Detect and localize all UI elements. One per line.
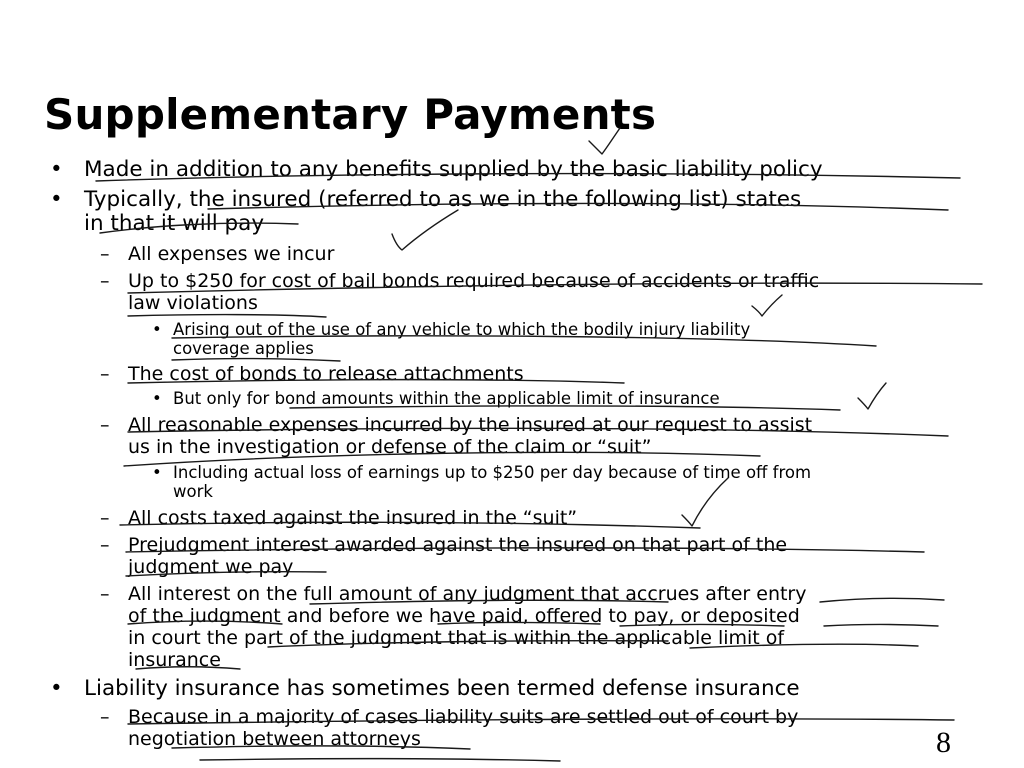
- text-line: law violations: [128, 292, 258, 314]
- check-mark-icon: [752, 295, 782, 316]
- check-mark-icon: [858, 383, 886, 409]
- text-line: All expenses we incur: [128, 243, 335, 265]
- text-line: Made in addition to any benefits supplied by the basic liability policy: [84, 157, 823, 182]
- text-line: Liability insurance has sometimes been termed defense insurance: [84, 676, 800, 701]
- text-line: negotiation between attorneys: [128, 728, 421, 750]
- dash-marker: –: [100, 706, 110, 728]
- text-line: of the judgment and before we have paid, offered to pay, or deposited: [128, 605, 800, 627]
- text-line: judgment we pay: [128, 556, 294, 578]
- dash-marker: –: [100, 534, 110, 556]
- text-line: Including actual loss of earnings up to $250 per day because of time off from: [173, 463, 812, 482]
- text-line: All reasonable expenses incurred by the insured at our request to assist: [128, 414, 813, 436]
- text-line: All costs taxed against the insured in the “suit”: [128, 507, 578, 529]
- dash-marker: –: [100, 583, 110, 605]
- bullet-marker: •: [152, 463, 162, 482]
- bullet-marker: •: [50, 157, 63, 182]
- text-line: Up to $250 for cost of bail bonds required because of accidents or traffic: [128, 270, 820, 292]
- text-line: in that it will pay: [84, 211, 265, 236]
- text-line: coverage applies: [173, 339, 314, 358]
- check-mark-icon: [392, 210, 458, 250]
- text-line: in court the part of the judgment that is within the applicable limit of: [128, 627, 785, 649]
- dash-marker: –: [100, 507, 110, 529]
- bullet-marker: •: [50, 187, 63, 212]
- text-line: Because in a majority of cases liability suits are settled out of court by: [128, 706, 799, 728]
- text-line: The cost of bonds to release attachments: [128, 363, 524, 385]
- text-line: Arising out of the use of any vehicle to which the bodily injury liability: [173, 320, 751, 339]
- dash-marker: –: [100, 270, 110, 292]
- underline-stroke: [200, 759, 560, 761]
- text-line: us in the investigation or defense of the claim or “suit”: [128, 436, 652, 458]
- bullet-marker: •: [152, 320, 162, 339]
- underline-stroke: [128, 315, 326, 317]
- dash-marker: –: [100, 414, 110, 436]
- text-line: insurance: [128, 649, 221, 671]
- check-mark-icon: [682, 478, 728, 526]
- underline-stroke: [824, 625, 938, 627]
- text-line: work: [173, 482, 213, 501]
- page-number: 8: [936, 726, 951, 759]
- dash-marker: –: [100, 363, 110, 385]
- text-line: But only for bond amounts within the applicable limit of insurance: [173, 389, 720, 408]
- slide-title: Supplementary Payments: [44, 90, 657, 139]
- text-line: Prejudgment interest awarded against the insured on that part of the: [128, 534, 788, 556]
- underline-stroke: [820, 598, 944, 602]
- bullet-marker: •: [50, 676, 63, 701]
- bullet-marker: •: [152, 389, 162, 408]
- underline-stroke: [172, 359, 340, 361]
- text-line: All interest on the full amount of any judgment that accrues after entry: [128, 583, 807, 605]
- dash-marker: –: [100, 243, 110, 265]
- text-line: Typically, the insured (referred to as we in the following list) states: [84, 187, 802, 212]
